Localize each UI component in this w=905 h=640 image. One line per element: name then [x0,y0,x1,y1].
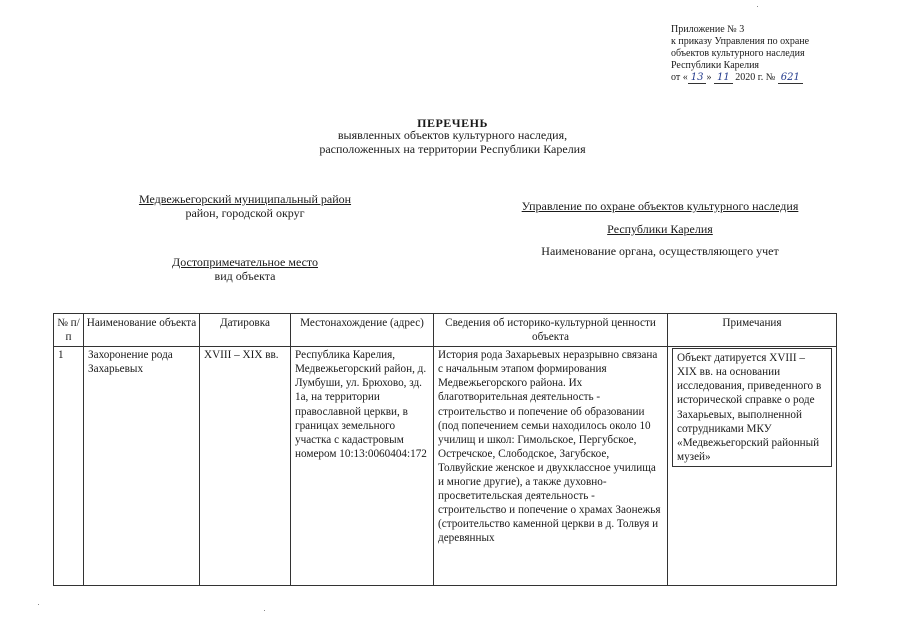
cell-info: История рода Захарьевых неразрывно связана с начальным этапом формирования Медвежьегорского района. Их благотворительная деятельность - строительство и попечение об образовании (под попечением семьи находилось около 10 училищ и школ: Гимольское, Пергубское, Остречское, Слободское, Загубское, Толвуйские женское и двухклассное училища и многие другие), а также духовно-просветительская деятельность - строительство и попечение о храмах Заонежья (строительство каменной церкви в д. Толвуя и деревянных [434,347,668,586]
appendix-line: к приказу Управления по охране [671,36,810,47]
cell-dating: XVIII – XIX вв. [200,347,291,586]
district-caption: район, городской округ [185,206,305,220]
appendix-line: Республики Карелия [671,60,760,71]
handwritten-order-number: 621 [778,72,803,84]
handwritten-month: 11 [714,72,733,84]
district-field [95,192,395,220]
table-header-row [54,314,837,347]
cell-name: Захоронение рода Захарьевых [84,347,200,586]
document-title: ПЕРЕЧЕНЬ [417,116,488,130]
cell-notes [668,347,837,586]
object-type-value: Достопримечательное место [172,255,318,269]
agency-caption: Наименование органа, осуществляющего учет [541,244,779,258]
scan-speck [757,6,758,7]
agency-field [490,199,830,258]
header-location: Местонахождение (адрес) [291,314,434,347]
appendix-line: объектов культурного наследия [671,48,805,59]
cell-location: Республика Карелия, Медвежьегорский район, д. Лумбуши, ул. Брюхово, зд. 1а, на территории православной церкви, в границах земельного участка с кадастровым номером 10:13:0060404:172 [291,347,434,586]
header-name: Наименование объекта [84,314,200,347]
subtitle-line: расположенных на территории Республики Карелия [319,142,586,156]
notes-box: Объект датируется XVIII – XIX вв. на основании исследования, приведенного в исторической справке о роде Захарьевых, выполненной сотрудниками МКУ «Медвежьегорский районный музей» [672,348,832,467]
year-and-number-label: 2020 г. № [735,72,776,83]
header-notes: Примечания [668,314,837,347]
handwritten-day: 13 [688,72,707,84]
object-type-caption: вид объекта [214,269,276,283]
agency-value-line1: Управление по охране объектов культурного наследия [521,199,799,213]
header-info: Сведения об историко-культурной ценности объекта [434,314,668,347]
subtitle-line: выявленных объектов культурного наследия, [337,128,568,142]
appendix-line: Приложение № 3 [671,24,745,35]
object-type-field [95,255,395,283]
scan-speck [264,610,265,611]
appendix-order-line [671,72,891,84]
header-num: № п/п [54,314,84,347]
district-value: Медвежьегорский муниципальный район [138,192,352,206]
header-dating: Датировка [200,314,291,347]
table-row [54,347,837,586]
appendix-block [671,24,891,84]
agency-value-line2: Республики Карелия [607,222,713,236]
document-subtitle [0,128,905,156]
date-prefix: от « [671,72,688,83]
objects-table [53,313,837,586]
date-quote: » [706,72,712,83]
scan-speck [38,604,39,605]
cell-num: 1 [54,347,84,586]
